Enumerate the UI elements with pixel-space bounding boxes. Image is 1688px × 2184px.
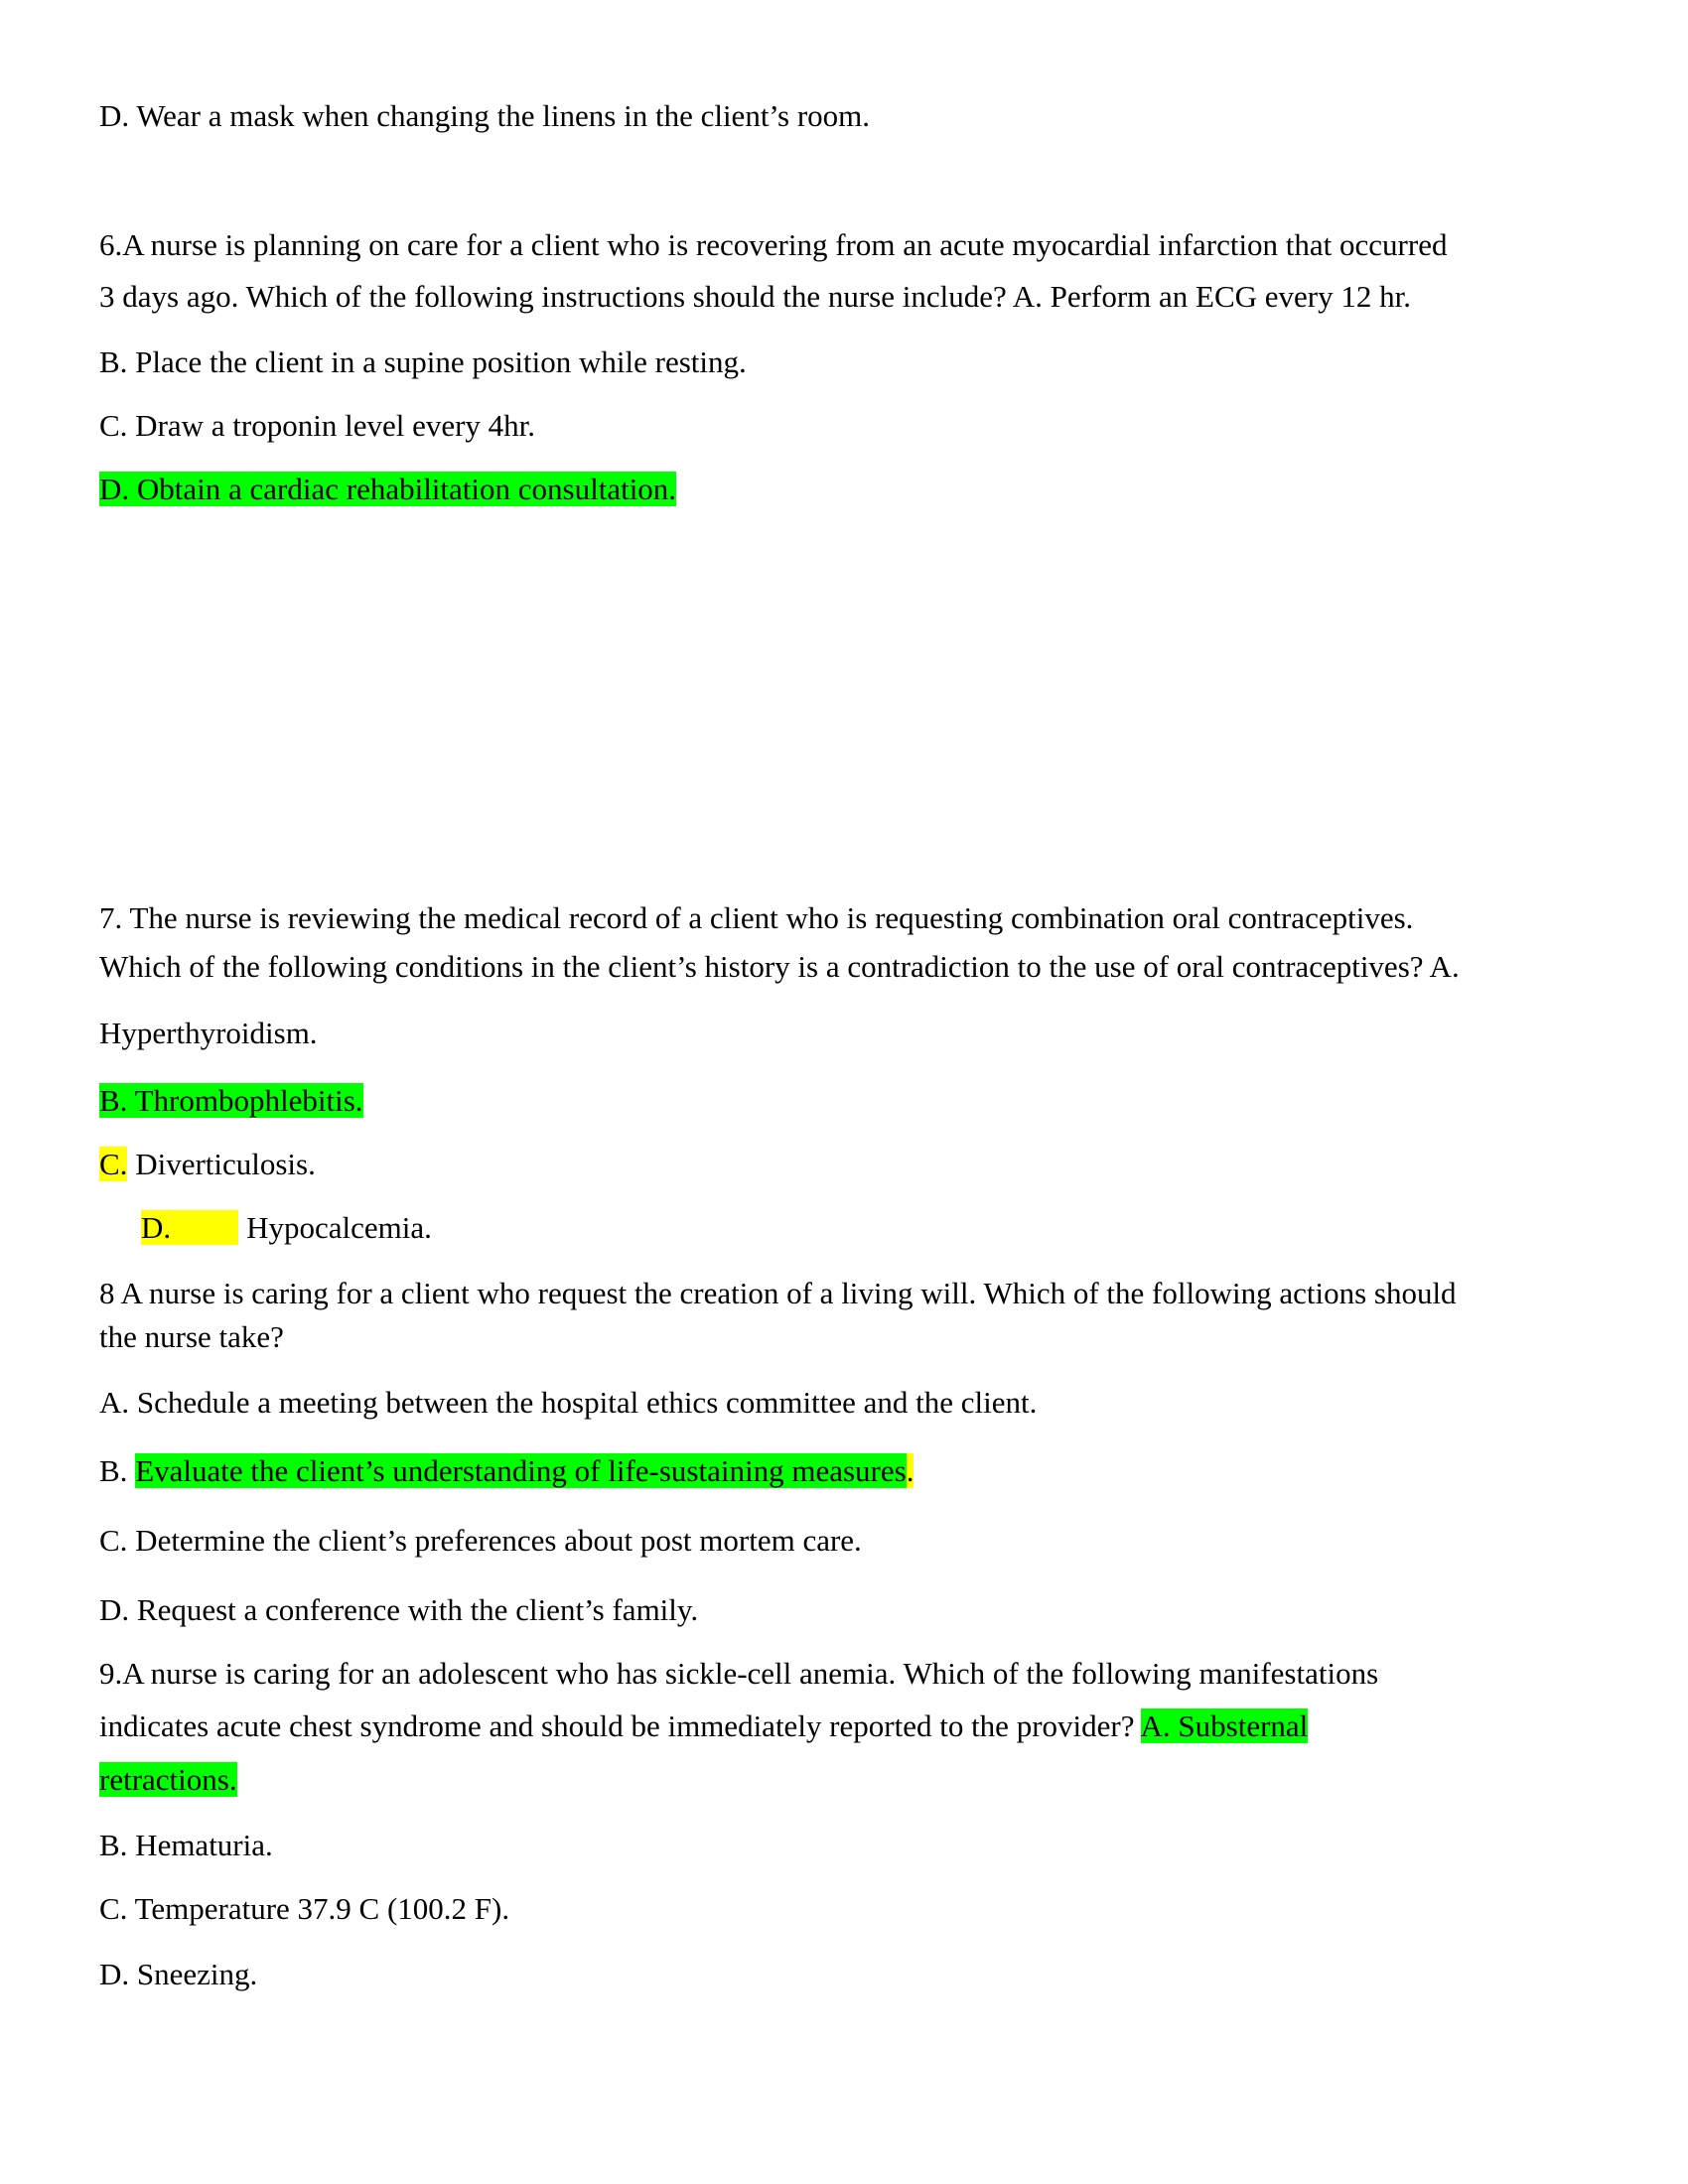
q9-stem-line-2: indicates acute chest syndrome and should be immediately reported to the provider? A. Substernal bbox=[99, 1708, 1309, 1743]
q6-answer-highlight: D. Obtain a cardiac rehabilitation consultation. bbox=[99, 472, 677, 506]
q6-option-c: C. Draw a troponin level every 4hr. bbox=[99, 408, 536, 443]
q9-option-a-continued bbox=[99, 1761, 237, 1799]
q7-stem-line-3: Hyperthyroidism. bbox=[99, 1016, 318, 1050]
q8-option-b bbox=[99, 1452, 914, 1490]
q8-option-b-letter: B. bbox=[99, 1453, 128, 1488]
q7-stem-line-2: Which of the following conditions in the client’s history is a contradiction to the use of oral contraceptives? A. bbox=[99, 949, 1460, 984]
q7-option-c bbox=[99, 1146, 316, 1183]
q9-answer-highlight-part-1: A. Substernal bbox=[1140, 1708, 1309, 1743]
q9-answer-highlight-part-2: retractions. bbox=[99, 1762, 237, 1797]
q7-option-c-text: Diverticulosis. bbox=[135, 1147, 316, 1181]
q7-option-b bbox=[99, 1082, 363, 1120]
q8-answer-period: . bbox=[906, 1453, 914, 1488]
q6-stem-line-2: 3 days ago. Which of the following instructions should the nurse include? A. Perform an ECG every 12 hr. bbox=[99, 279, 1411, 314]
q7-stem-line-1: 7. The nurse is reviewing the medical record of a client who is requesting combination oral contraceptives. bbox=[99, 900, 1414, 935]
q5-option-d: D. Wear a mask when changing the linens in the client’s room. bbox=[99, 98, 871, 133]
q7-answer-highlight: B. Thrombophlebitis. bbox=[99, 1083, 363, 1118]
q7-option-d bbox=[141, 1209, 432, 1247]
q9-option-c: C. Temperature 37.9 C (100.2 F). bbox=[99, 1891, 510, 1926]
q8-option-a: A. Schedule a meeting between the hospital ethics committee and the client. bbox=[99, 1385, 1038, 1420]
q9-stem-line-1: 9.A nurse is caring for an adolescent who has sickle-cell anemia. Which of the following manifestations bbox=[99, 1656, 1379, 1691]
q7-option-d-text: Hypocalcemia. bbox=[246, 1210, 432, 1245]
q6-option-d bbox=[99, 471, 676, 508]
q9-option-d: D. Sneezing. bbox=[99, 1957, 258, 1991]
q8-stem-line-1: 8 A nurse is caring for a client who request the creation of a living will. Which of the following actions should bbox=[99, 1276, 1457, 1310]
q6-option-b: B. Place the client in a supine position while resting. bbox=[99, 344, 747, 379]
q8-option-d: D. Request a conference with the client’s family. bbox=[99, 1592, 699, 1627]
q6-stem-line-1: 6.A nurse is planning on care for a client who is recovering from an acute myocardial infarction that occurred bbox=[99, 227, 1448, 262]
q8-stem-line-2: the nurse take? bbox=[99, 1319, 284, 1354]
q9-option-b: B. Hematuria. bbox=[99, 1828, 273, 1862]
q8-answer-highlight: Evaluate the client’s understanding of life-sustaining measures bbox=[135, 1453, 907, 1488]
q7-option-d-letter: D. bbox=[141, 1210, 238, 1245]
q7-option-c-letter: C. bbox=[99, 1147, 128, 1181]
q8-option-c: C. Determine the client’s preferences about post mortem care. bbox=[99, 1523, 862, 1558]
